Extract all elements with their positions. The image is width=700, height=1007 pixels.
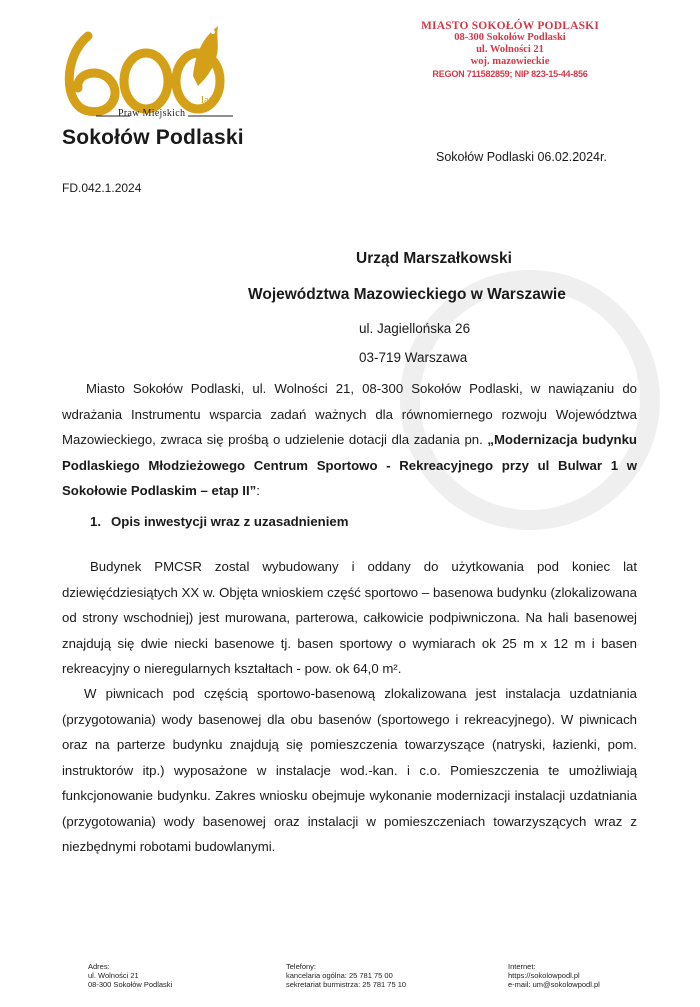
stamp-line-2: 08-300 Sokołów Podlaski bbox=[454, 32, 566, 43]
stamp-line-1: MIASTO SOKOŁÓW PODLASKI bbox=[421, 20, 599, 32]
footer-address-line-1: ul. Wolności 21 bbox=[88, 971, 139, 980]
intro-text-end: : bbox=[256, 483, 260, 498]
intro-text: Miasto Sokołów Podlaski, ul. Wolności 21, 08-300 Sokołów Podlaski, w nawiązaniu do wdrażania Instrumentu wsparcia zadań ważnych dla równomiernego rozwoju Województwa Mazowieckiego, zwraca się prośbą o udzielenie dotacji dla zadania pn. bbox=[62, 381, 637, 447]
section-heading bbox=[90, 514, 358, 529]
footer-phones bbox=[286, 962, 406, 989]
letter-date: Sokołów Podlaski 06.02.2024r. bbox=[436, 150, 607, 164]
section-title: Opis inwestycji wraz z uzasadnieniem bbox=[111, 514, 349, 529]
reference-number: FD.042.1.2024 bbox=[62, 181, 142, 195]
footer-address-label: Adres: bbox=[88, 962, 110, 971]
stamp-line-3: ul. Wolności 21 bbox=[476, 44, 544, 55]
footer-address-line-2: 08-300 Sokołów Podlaski bbox=[88, 980, 173, 989]
intro-paragraph bbox=[62, 376, 637, 504]
footer-internet-label: Internet: bbox=[508, 962, 536, 971]
section-number: 1. bbox=[90, 514, 101, 529]
stamp-line-5: REGON 711582859; NIP 823-15-44-856 bbox=[432, 69, 588, 79]
recipient-street: ul. Jagiellońska 26 bbox=[359, 321, 471, 336]
official-stamp bbox=[410, 20, 610, 80]
footer-phones-label: Telefony: bbox=[286, 962, 317, 971]
footer-address bbox=[88, 962, 172, 989]
recipient-postal: 03-719 Warszawa bbox=[359, 350, 468, 365]
footer-phone-line-1: kancelaria ogólna: 25 781 75 00 bbox=[286, 971, 393, 980]
stamp-line-4: woj. mazowieckie bbox=[470, 56, 550, 67]
logo-lat-text: lat bbox=[201, 94, 212, 106]
description-paragraph-1: Budynek PMCSR zostal wybudowany i oddany do użytkowania pod koniec lat dziewięćdziesiątych XX w. Objęta wnioskiem część sportowo – basenowa budynku (zlokalizowana od strony wschodniej) jest murowana, parterowa, całkowicie podpiwniczona. Na hali basenowej znajdują się dwie niecki basenowe tj. basen sportowy o wymiarach ok 25 m x 12 m i basen rekreacyjny o nieregularnych kształtach - pow. ok 64,0 m². bbox=[62, 559, 637, 676]
footer-internet bbox=[508, 962, 600, 989]
footer-website-link[interactable]: https://sokolowpodl.pl bbox=[508, 971, 580, 980]
project-title: „Modernizacja budynku Podlaskiego Młodzieżowego Centrum Sportowo - Rekreacyjnego przy ul Bulwar 1 w Sokołowie Podlaskim – etap II” bbox=[62, 432, 637, 498]
logo-city-name: Sokołów Podlaski bbox=[62, 126, 244, 149]
description-paragraph-2: W piwnicach pod częścią sportowo-basenową zlokalizowana jest instalacja uzdatniania (przygotowania) wody basenowej dla obu basenów (sportowego i rekreacyjnego). W piwnicach oraz na parterze budynku znajdują się pomieszczenia towarzyszące (natryski, łazienki, pom. instruktorów itp.) wyposażone w instalacje wod.-kan. i c.o. Pomieszczenia te umożliwiają funkcjonowanie budynku. Zakres wniosku obejmuje wykonanie modernizacji instalacji uzdatniania (przygotowania) wody basenowej oraz instalacji w pomieszczeniach towarzyszących wraz z niezbędnymi robotami budowlanymi. bbox=[62, 686, 637, 854]
logo-subtitle: Praw Miejskich bbox=[118, 108, 186, 119]
footer-email-link[interactable]: e-mail: um@sokolowpodl.pl bbox=[508, 980, 600, 989]
recipient-line-1: Urząd Marszałkowski bbox=[356, 250, 512, 267]
footer-phone-line-2: sekretariat burmistrza: 25 781 75 10 bbox=[286, 980, 407, 989]
recipient-line-2: Województwa Mazowieckiego w Warszawie bbox=[248, 286, 566, 303]
